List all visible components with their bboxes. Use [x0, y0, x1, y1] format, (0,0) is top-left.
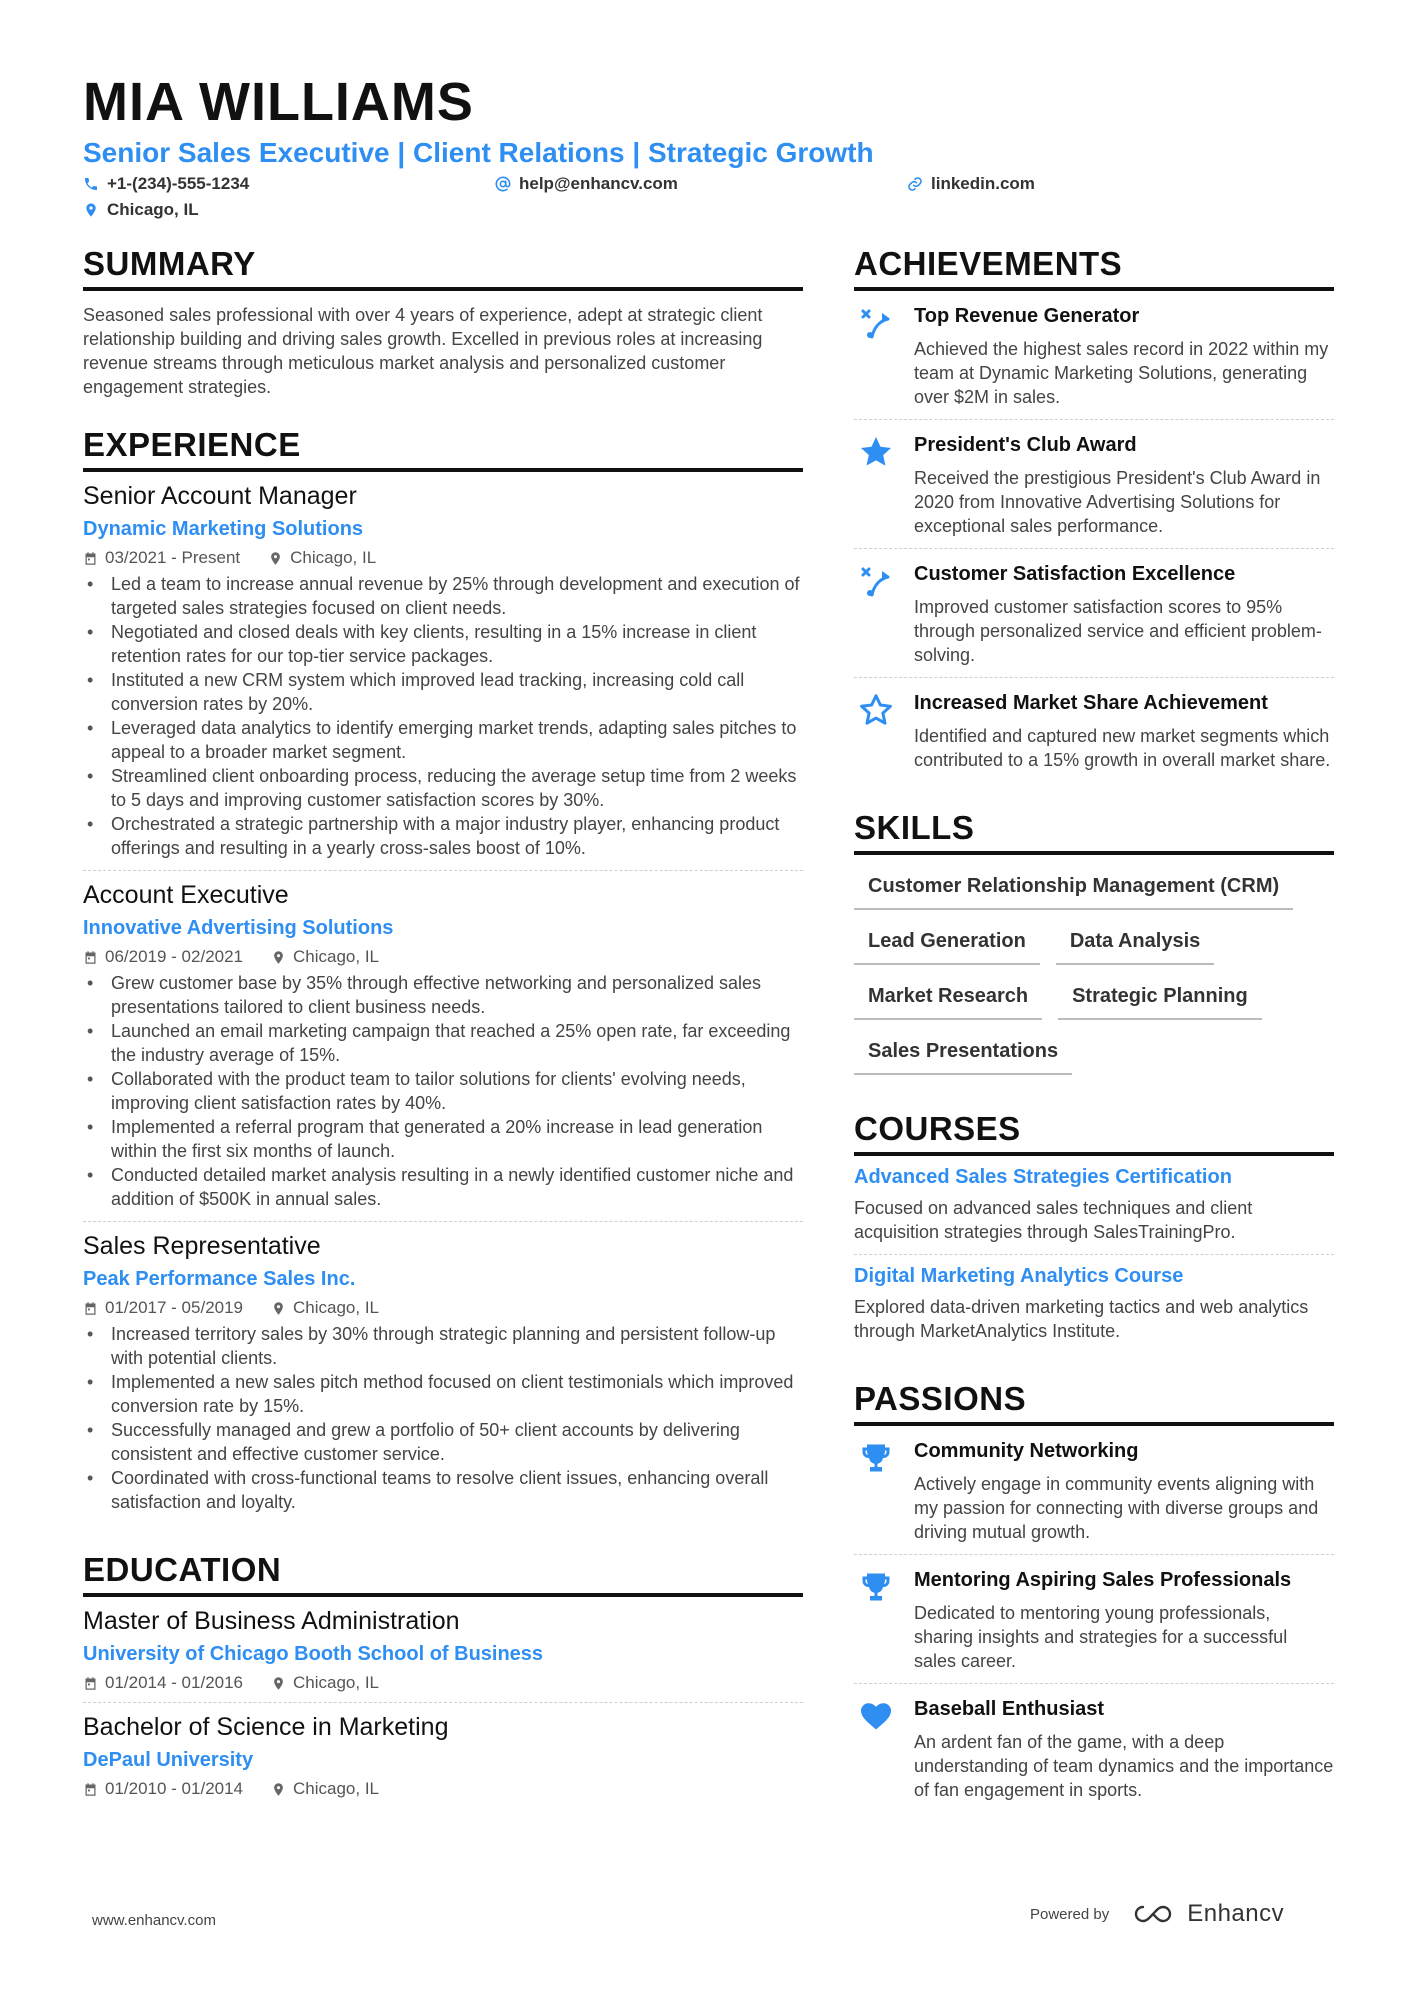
- contact-location: [83, 200, 199, 220]
- job-entry: [83, 871, 803, 1222]
- achievement-desc: Improved customer satisfaction scores to 95% through personalized service and efficient problem-solving.: [914, 597, 1322, 665]
- bullet-item: • Grew customer base by 35% through effective networking and personalized sales presentations tailored to client business needs.: [83, 971, 803, 1019]
- course-title: Advanced Sales Strategies Certification: [854, 1166, 1232, 1188]
- job-dates: [83, 1297, 243, 1319]
- calendar-icon: [83, 1676, 98, 1691]
- job-title: Senior Account Manager: [83, 482, 357, 510]
- achievement-desc: Achieved the highest sales record in 2022 within my team at Dynamic Marketing Solutions, generating over $2M in sales.: [914, 339, 1329, 407]
- course-title: Digital Marketing Analytics Course: [854, 1265, 1184, 1287]
- achievement-body: [914, 690, 1334, 772]
- location-pin-icon: [271, 1676, 286, 1691]
- star-filled-icon: [854, 432, 898, 538]
- brand-name: Enhancv: [1187, 1900, 1285, 1927]
- experience-heading: EXPERIENCE: [83, 425, 803, 472]
- bullet-item: • Orchestrated a strategic partnership with a major industry player, enhancing product offerings and resulting in a yearly cross-sales boost of 10%.: [83, 812, 803, 860]
- enhancv-logo-icon: [1129, 1902, 1177, 1926]
- skills-heading: SKILLS: [854, 808, 1334, 855]
- bullet-item: • Coordinated with cross-functional teams to resolve client issues, enhancing overall satisfaction and loyalty.: [83, 1466, 803, 1514]
- passion-desc: Dedicated to mentoring young professionals, sharing insights and strategies for a successful sales career.: [914, 1603, 1288, 1671]
- achievement-title: President's Club Award: [914, 434, 1137, 456]
- bullet-item: • Conducted detailed market analysis resulting in a newly identified customer niche and addition of $500K in annual sales.: [83, 1163, 803, 1211]
- passion-item: [854, 1426, 1334, 1555]
- achievement-title: Increased Market Share Achievement: [914, 692, 1268, 714]
- education-meta: [83, 1672, 803, 1694]
- calendar-icon: [83, 950, 98, 965]
- dates-text: 03/2021 - Present: [105, 548, 241, 567]
- brand-logo[interactable]: [1129, 1900, 1284, 1928]
- degree-title: Bachelor of Science in Marketing: [83, 1713, 449, 1741]
- location-text: Chicago, IL: [293, 1673, 380, 1692]
- bullet-item: • Negotiated and closed deals with key clients, resulting in a 15% increase in client retention rates for our top-tier service packages.: [83, 620, 803, 668]
- passion-title: Community Networking: [914, 1440, 1139, 1462]
- bullet-item: • Successfully managed and grew a portfolio of 50+ client accounts by delivering consistent and effective customer service.: [83, 1418, 803, 1466]
- education-dates: [83, 1778, 243, 1800]
- calendar-icon: [83, 1301, 98, 1316]
- courses-section: [854, 1109, 1334, 1353]
- skills-list: [854, 863, 1334, 1083]
- education-heading: EDUCATION: [83, 1550, 803, 1597]
- skill-tag: Customer Relationship Management (CRM): [854, 863, 1293, 910]
- job-location: [271, 946, 379, 968]
- phone-icon: [83, 176, 99, 192]
- location-text: Chicago, IL: [107, 200, 199, 219]
- dates-text: 01/2010 - 01/2014: [105, 1779, 244, 1798]
- contact-website[interactable]: [907, 174, 1035, 194]
- achievement-title: Top Revenue Generator: [914, 305, 1140, 327]
- location-text: Chicago, IL: [290, 548, 377, 567]
- bullet-item: • Leveraged data analytics to identify emerging market trends, adapting sales pitches to appeal to a broader market segment.: [83, 716, 803, 764]
- resume-header: [83, 72, 1343, 230]
- education-entry: [83, 1703, 803, 1808]
- company-name: Innovative Advertising Solutions: [83, 917, 394, 939]
- job-bullets: [83, 572, 803, 860]
- achievement-body: [914, 432, 1334, 538]
- summary-section: [83, 244, 803, 399]
- courses-heading: COURSES: [854, 1109, 1334, 1156]
- footer-website[interactable]: www.enhancv.com: [92, 1912, 216, 1929]
- skills-section: [854, 808, 1334, 1083]
- job-location: [268, 547, 376, 569]
- job-title: Account Executive: [83, 881, 289, 909]
- company-name: Peak Performance Sales Inc.: [83, 1268, 356, 1290]
- passion-desc: Actively engage in community events aligning with my passion for connecting with diverse groups and driving mutual growth.: [914, 1474, 1319, 1542]
- location-pin-icon: [271, 1782, 286, 1797]
- link-icon: [907, 176, 923, 192]
- job-entry: [83, 472, 803, 871]
- dates-text: 01/2014 - 01/2016: [105, 1673, 244, 1692]
- passion-body: [914, 1567, 1334, 1673]
- contact-email[interactable]: [495, 174, 678, 194]
- education-location: [271, 1778, 379, 1800]
- job-dates: [83, 946, 243, 968]
- bullet-item: • Led a team to increase annual revenue by 25% through development and execution of targeted sales strategies focused on client needs.: [83, 572, 803, 620]
- bullet-item: • Collaborated with the product team to tailor solutions for clients' evolving needs, improving client satisfaction rates by 40%.: [83, 1067, 803, 1115]
- job-meta: [83, 547, 803, 569]
- calendar-icon: [83, 1782, 98, 1797]
- achievement-item: [854, 549, 1334, 678]
- job-bullets: [83, 971, 803, 1211]
- passions-heading: PASSIONS: [854, 1379, 1334, 1426]
- summary-heading: SUMMARY: [83, 244, 803, 291]
- star-outline-icon: [854, 690, 898, 772]
- job-dates: [83, 547, 240, 569]
- passion-body: [914, 1438, 1334, 1544]
- skill-tag: Strategic Planning: [1058, 973, 1262, 1020]
- heart-icon: [854, 1696, 898, 1802]
- contact-info: [83, 174, 1343, 230]
- passion-item: [854, 1555, 1334, 1684]
- skill-tag: Lead Generation: [854, 918, 1040, 965]
- degree-title: Master of Business Administration: [83, 1607, 460, 1635]
- location-text: Chicago, IL: [293, 1779, 380, 1798]
- course-desc: Focused on advanced sales techniques and client acquisition strategies through SalesTrainingPro.: [854, 1198, 1253, 1242]
- at-icon: [495, 176, 511, 192]
- location-pin-icon: [271, 1301, 286, 1316]
- calendar-icon: [83, 551, 98, 566]
- job-bullets: [83, 1322, 803, 1514]
- website-text: linkedin.com: [931, 174, 1035, 193]
- school-name: University of Chicago Booth School of Business: [83, 1643, 544, 1665]
- passions-section: [854, 1379, 1334, 1812]
- education-location: [271, 1672, 379, 1694]
- powered-by-label: Powered by: [1030, 1905, 1110, 1923]
- education-dates: [83, 1672, 243, 1694]
- trophy-icon: [854, 1438, 898, 1544]
- contact-phone: [83, 174, 249, 194]
- achievement-body: [914, 561, 1334, 667]
- location-pin-icon: [83, 202, 99, 218]
- skill-tag: Data Analysis: [1056, 918, 1214, 965]
- achievement-desc: Identified and captured new market segments which contributed to a 15% growth in overall market share.: [914, 726, 1331, 770]
- school-name: DePaul University: [83, 1749, 254, 1771]
- course-item: [854, 1255, 1334, 1353]
- bullet-item: • Launched an email marketing campaign that reached a 25% open rate, far exceeding the industry average of 15%.: [83, 1019, 803, 1067]
- education-meta: [83, 1778, 803, 1800]
- job-meta: [83, 946, 803, 968]
- skill-tag: Market Research: [854, 973, 1042, 1020]
- achievement-title: Customer Satisfaction Excellence: [914, 563, 1236, 585]
- bullet-item: • Streamlined client onboarding process, reducing the average setup time from 2 weeks to 5 days and improving customer satisfaction scores by 30%.: [83, 764, 803, 812]
- bullet-item: • Implemented a new sales pitch method focused on client testimonials which improved conversion rate by 15%.: [83, 1370, 803, 1418]
- trophy-icon: [854, 1567, 898, 1673]
- course-desc: Explored data-driven marketing tactics and web analytics through MarketAnalytics Institute.: [854, 1297, 1309, 1341]
- passion-body: [914, 1696, 1334, 1802]
- email-text: help@enhancv.com: [519, 174, 678, 193]
- achievement-item: [854, 678, 1334, 782]
- location-text: Chicago, IL: [293, 947, 380, 966]
- experience-section: [83, 425, 803, 1524]
- achievement-body: [914, 303, 1334, 409]
- right-column: [854, 244, 1334, 1838]
- location-pin-icon: [268, 551, 283, 566]
- course-item: [854, 1156, 1334, 1255]
- candidate-tagline: Senior Sales Executive | Client Relations | Strategic Growth: [83, 137, 874, 168]
- footer-branding: [1030, 1900, 1284, 1928]
- job-location: [271, 1297, 379, 1319]
- strategy-icon: [854, 303, 898, 409]
- left-column: [83, 244, 803, 1834]
- phone-text: +1-(234)-555-1234: [107, 174, 250, 193]
- job-entry: [83, 1222, 803, 1524]
- achievements-section: [854, 244, 1334, 782]
- achievement-item: [854, 291, 1334, 420]
- skill-tag: Sales Presentations: [854, 1028, 1072, 1075]
- job-meta: [83, 1297, 803, 1319]
- summary-text: Seasoned sales professional with over 4 years of experience, adept at strategic client relationship building and driving sales growth. Excelled in previous roles at increasing revenue streams through meticulous market analysis and personalized customer engagement strategies.: [83, 305, 763, 397]
- achievement-desc: Received the prestigious President's Club Award in 2020 from Innovative Advertising Solutions for exceptional sales performance.: [914, 468, 1321, 536]
- passion-item: [854, 1684, 1334, 1812]
- passion-title: Mentoring Aspiring Sales Professionals: [914, 1569, 1292, 1591]
- education-entry: [83, 1597, 803, 1703]
- location-text: Chicago, IL: [293, 1298, 380, 1317]
- location-pin-icon: [271, 950, 286, 965]
- passion-desc: An ardent fan of the game, with a deep understanding of team dynamics and the importance of fan engagement in sports.: [914, 1732, 1334, 1800]
- strategy-icon: [854, 561, 898, 667]
- candidate-name: MIA WILLIAMS: [83, 72, 474, 132]
- bullet-item: • Increased territory sales by 30% through strategic planning and persistent follow-up with potential clients.: [83, 1322, 803, 1370]
- achievements-heading: ACHIEVEMENTS: [854, 244, 1334, 291]
- dates-text: 06/2019 - 02/2021: [105, 947, 244, 966]
- bullet-item: • Instituted a new CRM system which improved lead tracking, increasing cold call conversion rates by 20%.: [83, 668, 803, 716]
- education-section: [83, 1550, 803, 1808]
- job-title: Sales Representative: [83, 1232, 321, 1260]
- dates-text: 01/2017 - 05/2019: [105, 1298, 244, 1317]
- bullet-item: • Implemented a referral program that generated a 20% increase in lead generation within the first six months of launch.: [83, 1115, 803, 1163]
- company-name: Dynamic Marketing Solutions: [83, 518, 364, 540]
- achievement-item: [854, 420, 1334, 549]
- passion-title: Baseball Enthusiast: [914, 1698, 1105, 1720]
